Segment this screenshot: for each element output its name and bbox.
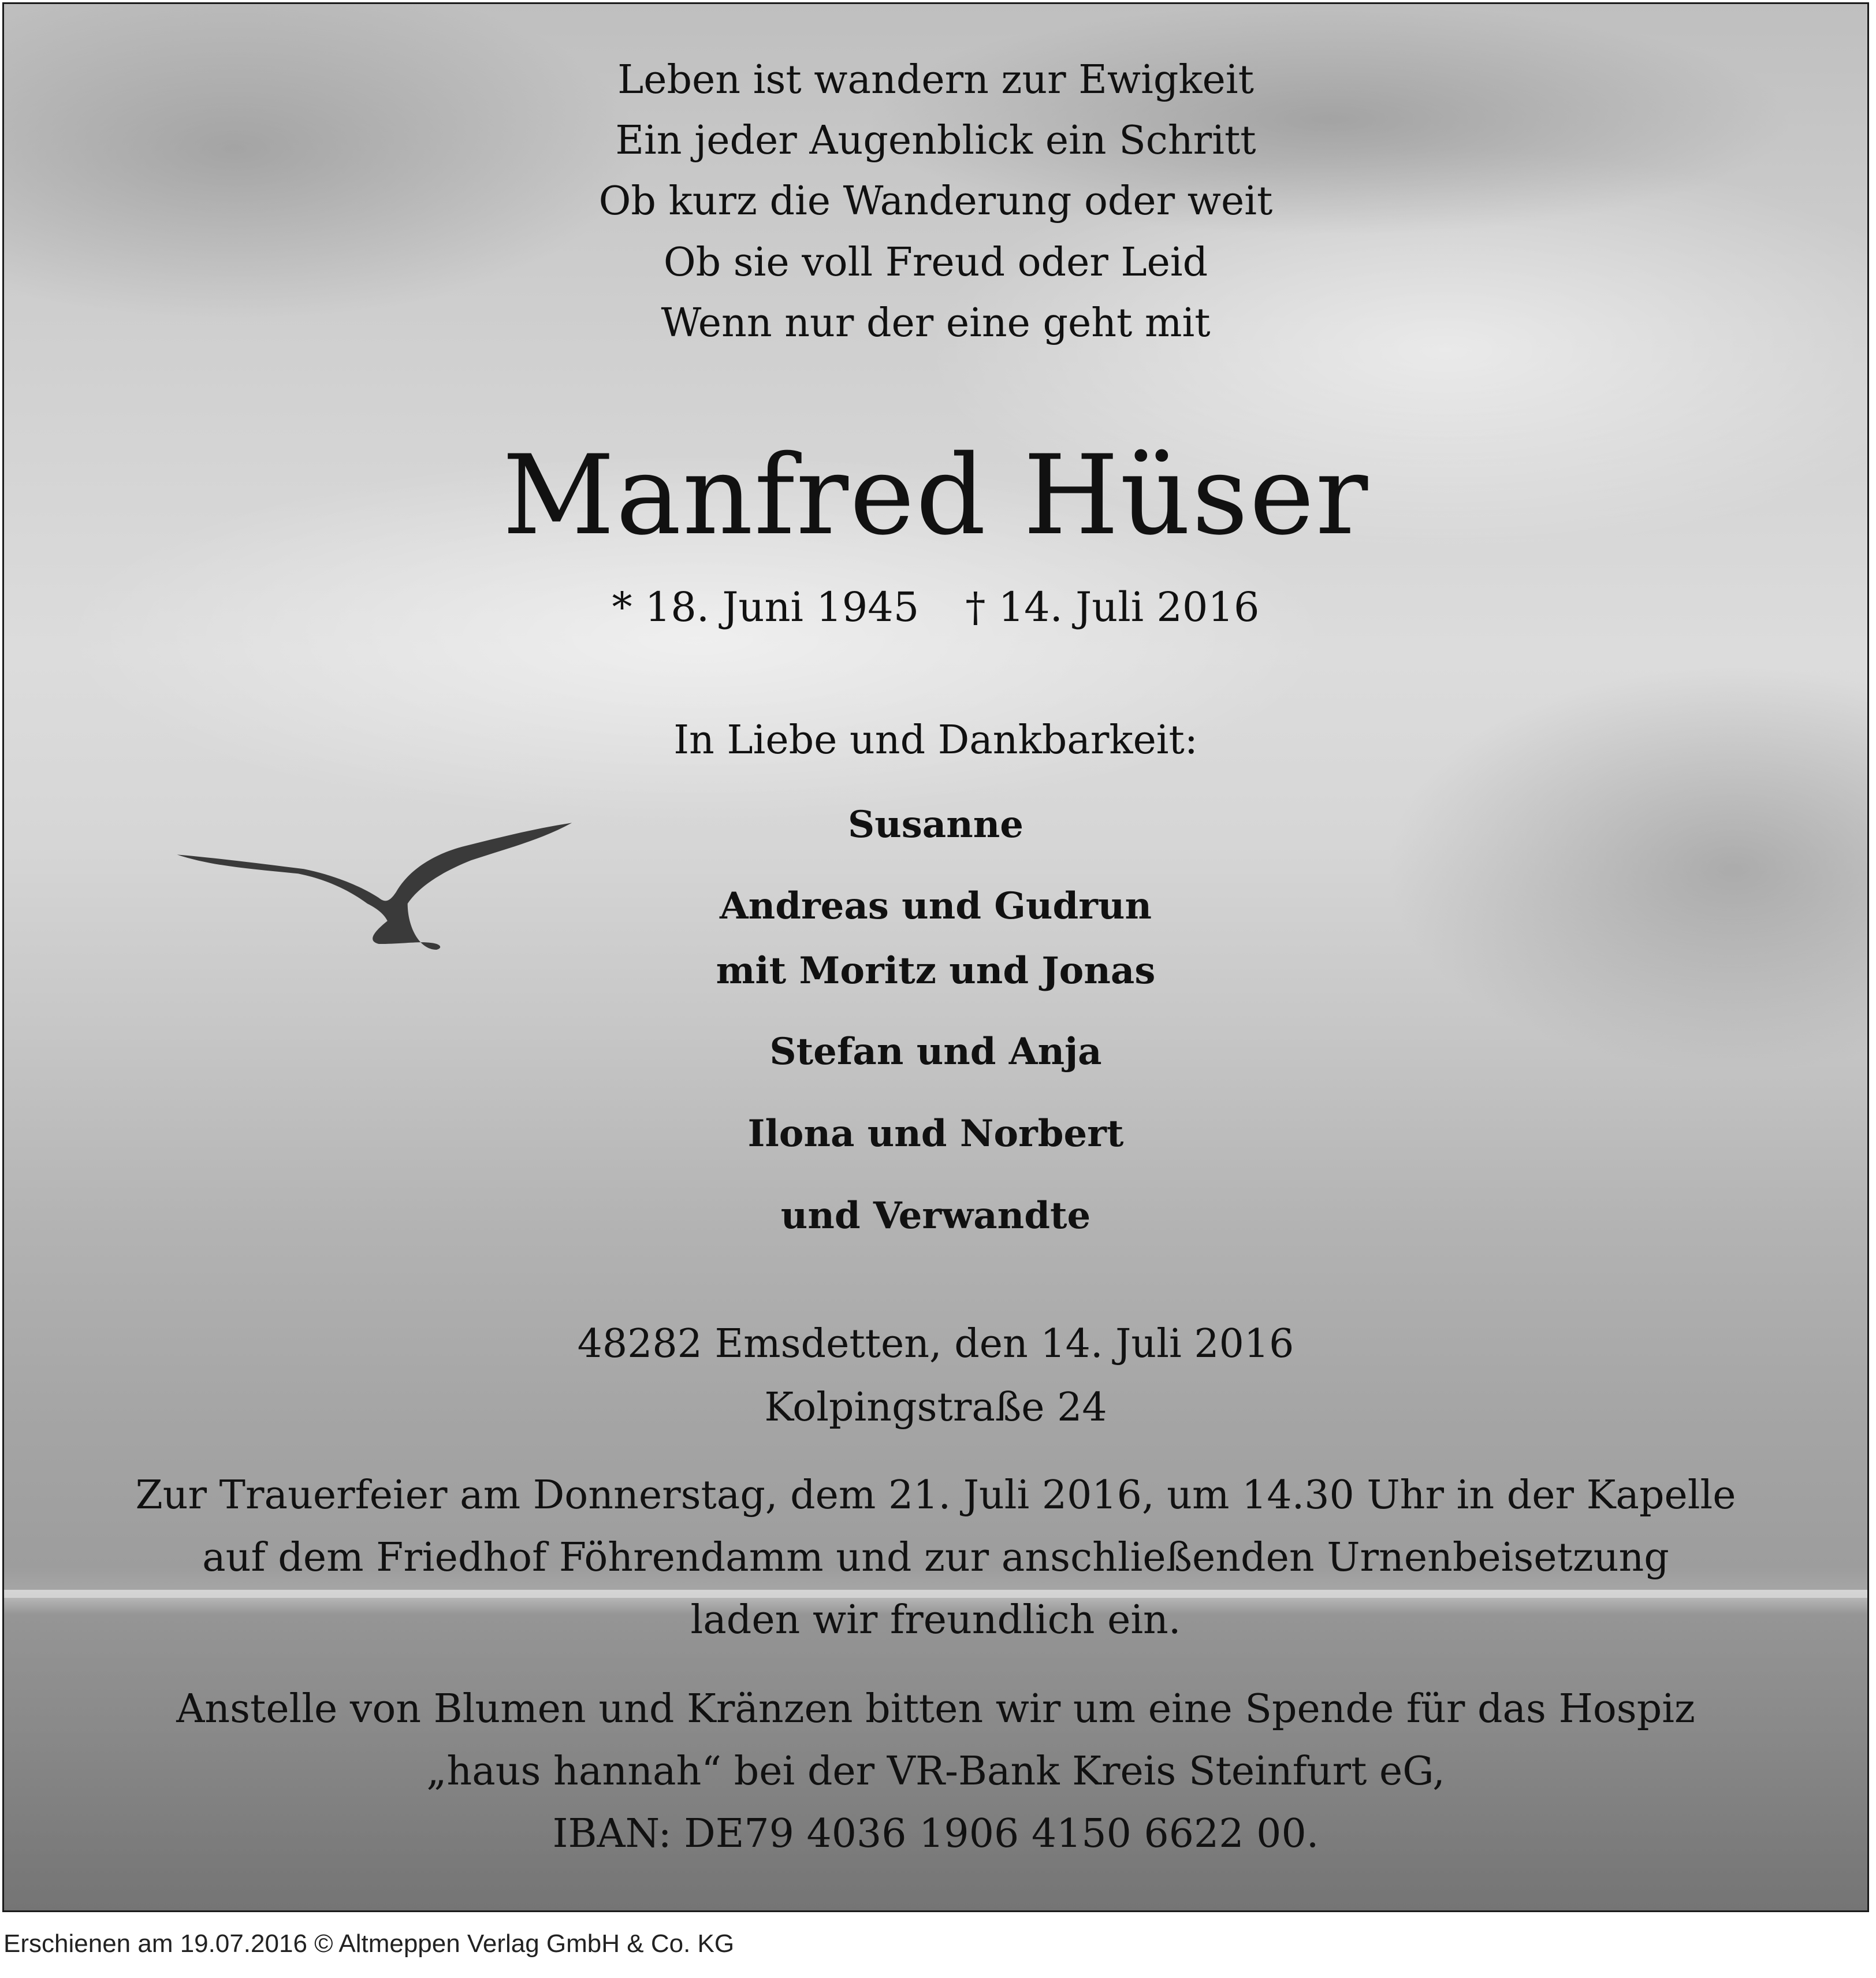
verse-line: Wenn nur der eine geht mit bbox=[661, 300, 1211, 346]
place-date: 48282 Emsdetten, den 14. Juli 2016 bbox=[577, 1321, 1294, 1367]
life-dates bbox=[4, 583, 1867, 631]
mourner-name: Stefan und Anja bbox=[769, 1030, 1102, 1073]
birth-date: * 18. Juni 1945 bbox=[612, 583, 920, 631]
mourner-name: Susanne bbox=[847, 803, 1024, 846]
mourner-name: und Verwandte bbox=[780, 1194, 1091, 1237]
publication-footer: Erschienen am 19.07.2016 © Altmeppen Verlag GmbH & Co. KG bbox=[3, 1929, 735, 1958]
ceremony-line: auf dem Friedhof Föhrendamm und zur anschließenden Urnenbeisetzung bbox=[202, 1535, 1669, 1581]
mourner-name: mit Moritz und Jonas bbox=[716, 949, 1156, 992]
street-address: Kolpingstraße 24 bbox=[764, 1385, 1107, 1430]
mourner-name: Andreas und Gudrun bbox=[720, 884, 1152, 928]
verse-line: Ob sie voll Freud oder Leid bbox=[663, 240, 1208, 285]
verse-line: Leben ist wandern zur Ewigkeit bbox=[617, 57, 1254, 103]
verse-line: Ein jeder Augenblick ein Schritt bbox=[615, 118, 1256, 163]
mourners-intro: In Liebe und Dankbarkeit: bbox=[673, 717, 1198, 763]
donation-line: „haus hannah“ bei der VR-Bank Kreis Steinfurt eG, bbox=[426, 1749, 1445, 1794]
death-date: † 14. Juli 2016 bbox=[965, 583, 1260, 631]
donation-line: IBAN: DE79 4036 1906 4150 6622 00. bbox=[552, 1811, 1319, 1857]
ceremony-line: Zur Trauerfeier am Donnerstag, dem 21. Juli 2016, um 14.30 Uhr in der Kapelle bbox=[135, 1473, 1736, 1518]
mourner-name: Ilona und Norbert bbox=[747, 1112, 1124, 1155]
deceased-name: Manfred Hüser bbox=[502, 432, 1369, 559]
donation-line: Anstelle von Blumen und Kränzen bitten wir um eine Spende für das Hospiz bbox=[176, 1686, 1695, 1732]
ceremony-line: laden wir freundlich ein. bbox=[690, 1597, 1181, 1643]
obituary-notice bbox=[2, 2, 1869, 1912]
verse-line: Ob kurz die Wanderung oder weit bbox=[598, 179, 1273, 224]
